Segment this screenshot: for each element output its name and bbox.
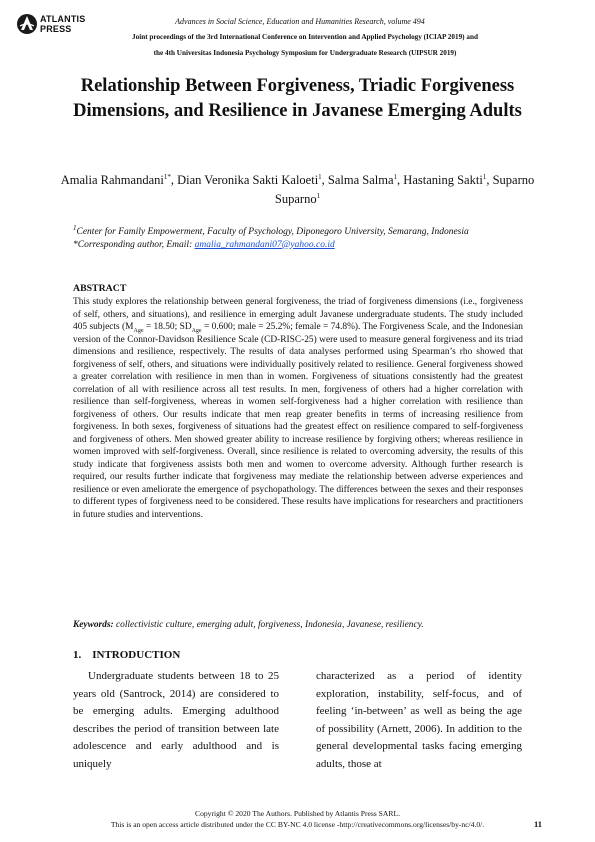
journal-line: Advances in Social Science, Education and Humanities Research, volume 494 <box>175 17 425 26</box>
body-column-right: characterized as a period of identity exploration, instability, self-focus, and of feeling ‘in-between’ as well as being the age of possibility (Arnett, 2006). In addition to the general developmental tasks facing emerging adults, those at <box>316 670 522 770</box>
author-name: Salma Salma <box>327 173 394 187</box>
affiliation: $^1$Center for Family Empowerment, Faculty of Psychology, Diponegoro University, Semarang, Indonesia <box>73 223 469 237</box>
author-affil-mark: 1 <box>316 191 321 200</box>
page-number: 11 <box>534 819 543 829</box>
author-list: Amalia Rahmandani$^{1*}$, Dian Veronika Sakti Kaloeti$^1$, Salma Salma$^1$, Hastaning Sakti$^1$, Suparno Suparno$^1$ <box>60 172 535 206</box>
logo-text-line1: ATLANTIS <box>40 14 86 24</box>
corresponding-author: *Corresponding author, Email: amalia_rahmandani07@yahoo.co.id <box>73 239 335 250</box>
author-affil-mark: 1* <box>163 172 171 181</box>
affiliation-block <box>73 223 522 251</box>
abstract-heading: ABSTRACT <box>73 283 127 294</box>
author-affil-mark: 1 <box>318 172 322 181</box>
keywords-label: Keywords: <box>73 620 114 630</box>
abstract-body: This study explores the relationship between general forgiveness, the triad of forgiveness dimensions (i.e., forgiveness of self, others, and situations), and resilience in emerging adult Javanese undergraduate students. The study included 405 subjects ($M_{Age} = 18.50$; $SD_{Age} = 0.600$; male = 25.2%; female = 74.8%). The Forgiveness Scale, and the Indonesian version of the Connor-Davidson Resilience Scale (CD-RISC-25) were used to measure general forgiveness and its triad dimensions and resilience, respectively. The results of data analyses performed using Spearman’s rho showed that forgiveness of self, others, and situations were individually positively related to resilience. General forgiveness showed a greater correlation with resilience in men than in women. Forgiveness of situations consistently had the greatest correlation of all with resilience across all test results. In men, forgiveness of others had a higher correlation with resilience than self-forgiveness, whereas in women self-forgiveness had a higher correlation with resilience than forgiveness of others. Our results indicate that men reap greater benefits in terms of increasing resilience from forgiveness. In both sexes, forgiveness of situations had the greatest effect on resilience compared to self-forgiveness and forgiveness of others. Men showed greater ability to increase resilience by forgiving others; whereas resilience in women improved with self-forgiveness. Overall, since resilience is related to overcoming adversity, the results of this study indicate that forgiveness assists both men and women to overcome adversity. Although further research is required, our results further indicate that forgiveness may mediate the relationship between adverse experiences and resilience or even ameliorate the emergence of psychopathology. The differences between the sexes and their responses to different types of forgiveness need to be considered. These results have implications for researchers and practitioners in future studies and interventions. <box>73 297 523 520</box>
email-link[interactable]: amalia_rahmandani07@yahoo.co.id <box>194 239 335 250</box>
author-name: Dian Veronika Sakti Kaloeti <box>177 173 319 187</box>
keywords-list: collectivistic culture, emerging adult, forgiveness, Indonesia, Javanese, resiliency. <box>113 620 424 630</box>
atlantis-logo-icon <box>16 13 38 35</box>
keywords <box>73 619 523 631</box>
section-heading: 1. INTRODUCTION <box>73 649 181 661</box>
author-affil-mark: 1 <box>393 172 398 181</box>
license-line: This is an open access article distributed under the CC BY-NC 4.0 license -http://creativecommons.org/licenses/by-nc/4.0/. <box>110 820 485 829</box>
author-name: Amalia Rahmandani <box>60 173 164 187</box>
proceedings-line-2: the 4th Universitas Indonesia Psychology Symposium for Undergraduate Research (UIPSUR 2019) <box>153 49 457 57</box>
logo-text-line2: PRESS <box>40 24 72 34</box>
proceedings-line-1: Joint proceedings of the 3rd International Conference on Intervention and Applied Psychology (ICIAP 2019) and <box>132 33 478 41</box>
body-column-left: Undergraduate students between 18 to 25 years old (Santrock, 2014) are considered to be emerging adults. Emerging adulthood describes the period of transition between late adolescence and early adulthood and is uniquely <box>73 670 279 770</box>
author-affil-mark: 1 <box>482 172 487 181</box>
copyright-line: Copyright © 2020 The Authors. Published by Atlantis Press SARL. <box>195 809 400 818</box>
author-name: Suparno Suparno <box>274 173 535 206</box>
author-name: Hastaning Sakti <box>403 173 483 187</box>
paper-title: Relationship Between Forgiveness, Triadic Forgiveness Dimensions, and Resilience in Javanese Emerging Adults <box>73 76 522 121</box>
